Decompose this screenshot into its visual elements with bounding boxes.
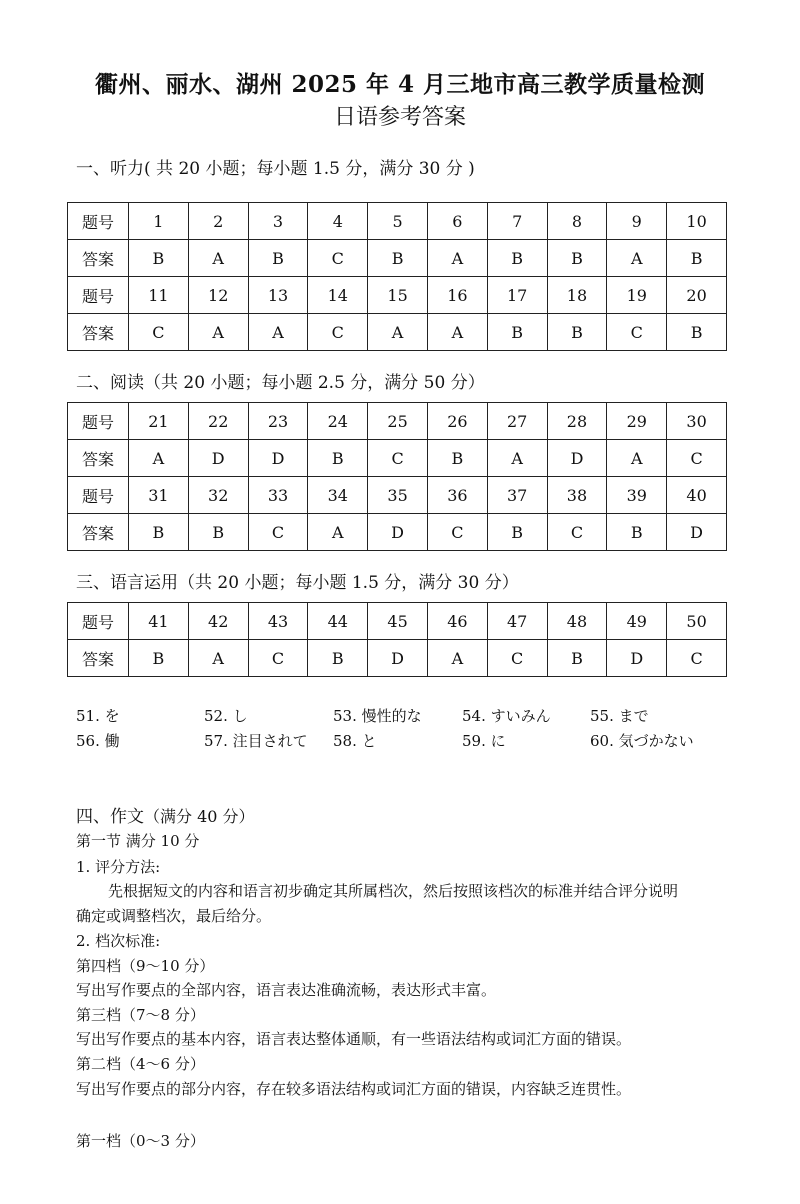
table-cell: B bbox=[607, 514, 667, 551]
row-label: 答案 bbox=[68, 440, 129, 477]
writing-line: 2. 档次标准: bbox=[76, 932, 161, 950]
table-cell: B bbox=[427, 440, 487, 477]
table-cell: 17 bbox=[487, 277, 547, 314]
table-row bbox=[68, 314, 727, 351]
row-label: 答案 bbox=[68, 314, 129, 351]
table-cell: 40 bbox=[667, 477, 727, 514]
table-cell: 10 bbox=[667, 203, 727, 240]
table-cell: 25 bbox=[368, 403, 428, 440]
section-note: （共 20 小题；每小题 2.5 分，满分 50 分） bbox=[144, 373, 485, 393]
table-cell: D bbox=[607, 640, 667, 677]
writing-line: 先根据短文的内容和语言初步确定其所属档次，然后按照该档次的标准并结合评分说明 bbox=[108, 882, 679, 900]
table-cell: B bbox=[248, 240, 308, 277]
document-subtitle: 日语参考答案 bbox=[333, 105, 466, 130]
section-title: 一、听力 bbox=[76, 159, 144, 179]
table-row bbox=[68, 603, 727, 640]
table-row bbox=[68, 514, 727, 551]
table-cell: 24 bbox=[308, 403, 368, 440]
row-label: 题号 bbox=[68, 203, 129, 240]
table-cell: 21 bbox=[129, 403, 189, 440]
writing-line: 写出写作要点的部分内容，存在较多语法结构或词汇方面的错误，内容缺乏连贯性。 bbox=[76, 1080, 632, 1098]
table-cell: A bbox=[129, 440, 189, 477]
writing-line: 确定或调整档次，最后给分。 bbox=[76, 907, 272, 925]
table-cell: C bbox=[248, 514, 308, 551]
cloze-answer: 55. まで bbox=[590, 707, 649, 725]
table-cell: B bbox=[368, 240, 428, 277]
table-cell: C bbox=[547, 514, 607, 551]
table-cell: 8 bbox=[547, 203, 607, 240]
section-writing-heading bbox=[76, 802, 255, 827]
table-cell: C bbox=[667, 440, 727, 477]
section-reading-heading bbox=[76, 368, 485, 393]
table-cell: D bbox=[368, 640, 428, 677]
table-cell: C bbox=[308, 240, 368, 277]
table-cell: B bbox=[487, 314, 547, 351]
table-cell: 7 bbox=[487, 203, 547, 240]
table-cell: B bbox=[547, 314, 607, 351]
table-cell: 19 bbox=[607, 277, 667, 314]
language-answer-table bbox=[67, 602, 727, 677]
table-cell: C bbox=[368, 440, 428, 477]
table-cell: C bbox=[667, 640, 727, 677]
table-cell: 34 bbox=[308, 477, 368, 514]
table-cell: B bbox=[188, 514, 248, 551]
table-cell: A bbox=[368, 314, 428, 351]
document-title: 衢州、丽水、湖州 2025 年 4 月三地市高三教学质量检测 bbox=[94, 71, 706, 98]
row-label: 答案 bbox=[68, 640, 129, 677]
table-cell: 6 bbox=[427, 203, 487, 240]
table-cell: 18 bbox=[547, 277, 607, 314]
table-row bbox=[68, 403, 727, 440]
table-cell: 44 bbox=[308, 603, 368, 640]
section-title: 四、作文 bbox=[76, 807, 144, 827]
table-cell: 23 bbox=[248, 403, 308, 440]
cloze-answer: 58. と bbox=[333, 732, 377, 750]
row-label: 题号 bbox=[68, 277, 129, 314]
writing-line: 第一节 满分 10 分 bbox=[76, 832, 200, 850]
cloze-answer: 59. に bbox=[462, 732, 506, 750]
table-cell: B bbox=[547, 240, 607, 277]
table-cell: 29 bbox=[607, 403, 667, 440]
table-cell: C bbox=[487, 640, 547, 677]
cloze-answer: 60. 気づかない bbox=[590, 732, 694, 750]
table-row bbox=[68, 203, 727, 240]
table-cell: 15 bbox=[368, 277, 428, 314]
table-cell: A bbox=[188, 314, 248, 351]
row-label: 题号 bbox=[68, 403, 129, 440]
table-cell: 27 bbox=[487, 403, 547, 440]
table-cell: B bbox=[667, 314, 727, 351]
table-row bbox=[68, 440, 727, 477]
table-cell: 43 bbox=[248, 603, 308, 640]
table-cell: A bbox=[607, 440, 667, 477]
section-listening-heading bbox=[76, 154, 475, 179]
table-cell: 9 bbox=[607, 203, 667, 240]
row-label: 题号 bbox=[68, 477, 129, 514]
table-cell: B bbox=[667, 240, 727, 277]
table-cell: 30 bbox=[667, 403, 727, 440]
table-cell: A bbox=[487, 440, 547, 477]
table-row bbox=[68, 477, 727, 514]
cloze-answer: 56. 働 bbox=[76, 732, 120, 750]
table-cell: C bbox=[607, 314, 667, 351]
table-row bbox=[68, 640, 727, 677]
section-language-heading bbox=[76, 568, 519, 593]
row-label: 题号 bbox=[68, 603, 129, 640]
table-row bbox=[68, 240, 727, 277]
table-cell: B bbox=[487, 514, 547, 551]
writing-line: 第二档（4～6 分） bbox=[76, 1055, 205, 1073]
table-cell: A bbox=[427, 240, 487, 277]
table-cell: B bbox=[129, 514, 189, 551]
cloze-answer: 57. 注目されて bbox=[204, 732, 308, 750]
table-cell: 12 bbox=[188, 277, 248, 314]
table-cell: A bbox=[427, 314, 487, 351]
section-note: （满分 40 分） bbox=[144, 807, 255, 826]
writing-line: 1. 评分方法: bbox=[76, 858, 161, 876]
table-row bbox=[68, 277, 727, 314]
table-cell: 48 bbox=[547, 603, 607, 640]
table-cell: 33 bbox=[248, 477, 308, 514]
table-cell: D bbox=[188, 440, 248, 477]
table-cell: 3 bbox=[248, 203, 308, 240]
section-note: ( 共 20 小题；每小题 1.5 分，满分 30 分 ) bbox=[144, 159, 475, 179]
section-note: （共 20 小题；每小题 1.5 分，满分 30 分） bbox=[178, 573, 519, 593]
table-cell: D bbox=[248, 440, 308, 477]
table-cell: 11 bbox=[129, 277, 189, 314]
row-label: 答案 bbox=[68, 240, 129, 277]
table-cell: C bbox=[427, 514, 487, 551]
table-cell: 32 bbox=[188, 477, 248, 514]
writing-line: 第三档（7～8 分） bbox=[76, 1006, 205, 1024]
table-cell: 1 bbox=[129, 203, 189, 240]
row-label: 答案 bbox=[68, 514, 129, 551]
section-title: 三、语言运用 bbox=[76, 573, 178, 593]
writing-line: 写出写作要点的基本内容，语言表达整体通顺，有一些语法结构或词汇方面的错误。 bbox=[76, 1030, 632, 1048]
table-cell: 16 bbox=[427, 277, 487, 314]
table-cell: 5 bbox=[368, 203, 428, 240]
table-cell: 35 bbox=[368, 477, 428, 514]
table-cell: D bbox=[667, 514, 727, 551]
table-cell: A bbox=[607, 240, 667, 277]
table-cell: A bbox=[308, 514, 368, 551]
cloze-answer: 51. を bbox=[76, 707, 120, 725]
table-cell: A bbox=[427, 640, 487, 677]
table-cell: B bbox=[129, 640, 189, 677]
table-cell: 49 bbox=[607, 603, 667, 640]
cloze-answer: 53. 慢性的な bbox=[333, 707, 422, 725]
table-cell: 31 bbox=[129, 477, 189, 514]
section-title: 二、阅读 bbox=[76, 373, 144, 393]
table-cell: 46 bbox=[427, 603, 487, 640]
table-cell: C bbox=[129, 314, 189, 351]
cloze-answer: 54. すいみん bbox=[462, 707, 551, 725]
table-cell: D bbox=[368, 514, 428, 551]
table-cell: C bbox=[308, 314, 368, 351]
table-cell: 20 bbox=[667, 277, 727, 314]
table-cell: 47 bbox=[487, 603, 547, 640]
table-cell: 4 bbox=[308, 203, 368, 240]
table-cell: C bbox=[248, 640, 308, 677]
table-cell: 38 bbox=[547, 477, 607, 514]
table-cell: B bbox=[308, 440, 368, 477]
writing-line: 写出写作要点的全部内容，语言表达准确流畅，表达形式丰富。 bbox=[76, 981, 497, 999]
table-cell: A bbox=[188, 240, 248, 277]
table-cell: 45 bbox=[368, 603, 428, 640]
table-cell: 41 bbox=[129, 603, 189, 640]
table-cell: B bbox=[308, 640, 368, 677]
table-cell: A bbox=[188, 640, 248, 677]
table-cell: 36 bbox=[427, 477, 487, 514]
table-cell: B bbox=[487, 240, 547, 277]
writing-line: 第四档（9～10 分） bbox=[76, 957, 215, 975]
table-cell: 50 bbox=[667, 603, 727, 640]
table-cell: B bbox=[547, 640, 607, 677]
table-cell: 13 bbox=[248, 277, 308, 314]
cloze-answer: 52. し bbox=[204, 707, 248, 725]
table-cell: 22 bbox=[188, 403, 248, 440]
table-cell: 39 bbox=[607, 477, 667, 514]
table-cell: 14 bbox=[308, 277, 368, 314]
table-cell: 26 bbox=[427, 403, 487, 440]
table-cell: 42 bbox=[188, 603, 248, 640]
writing-line: 第一档（0～3 分） bbox=[76, 1132, 205, 1150]
table-cell: D bbox=[547, 440, 607, 477]
table-cell: 28 bbox=[547, 403, 607, 440]
table-cell: B bbox=[129, 240, 189, 277]
table-cell: A bbox=[248, 314, 308, 351]
table-cell: 37 bbox=[487, 477, 547, 514]
table-cell: 2 bbox=[188, 203, 248, 240]
listening-answer-table bbox=[67, 202, 727, 351]
reading-answer-table bbox=[67, 402, 727, 551]
